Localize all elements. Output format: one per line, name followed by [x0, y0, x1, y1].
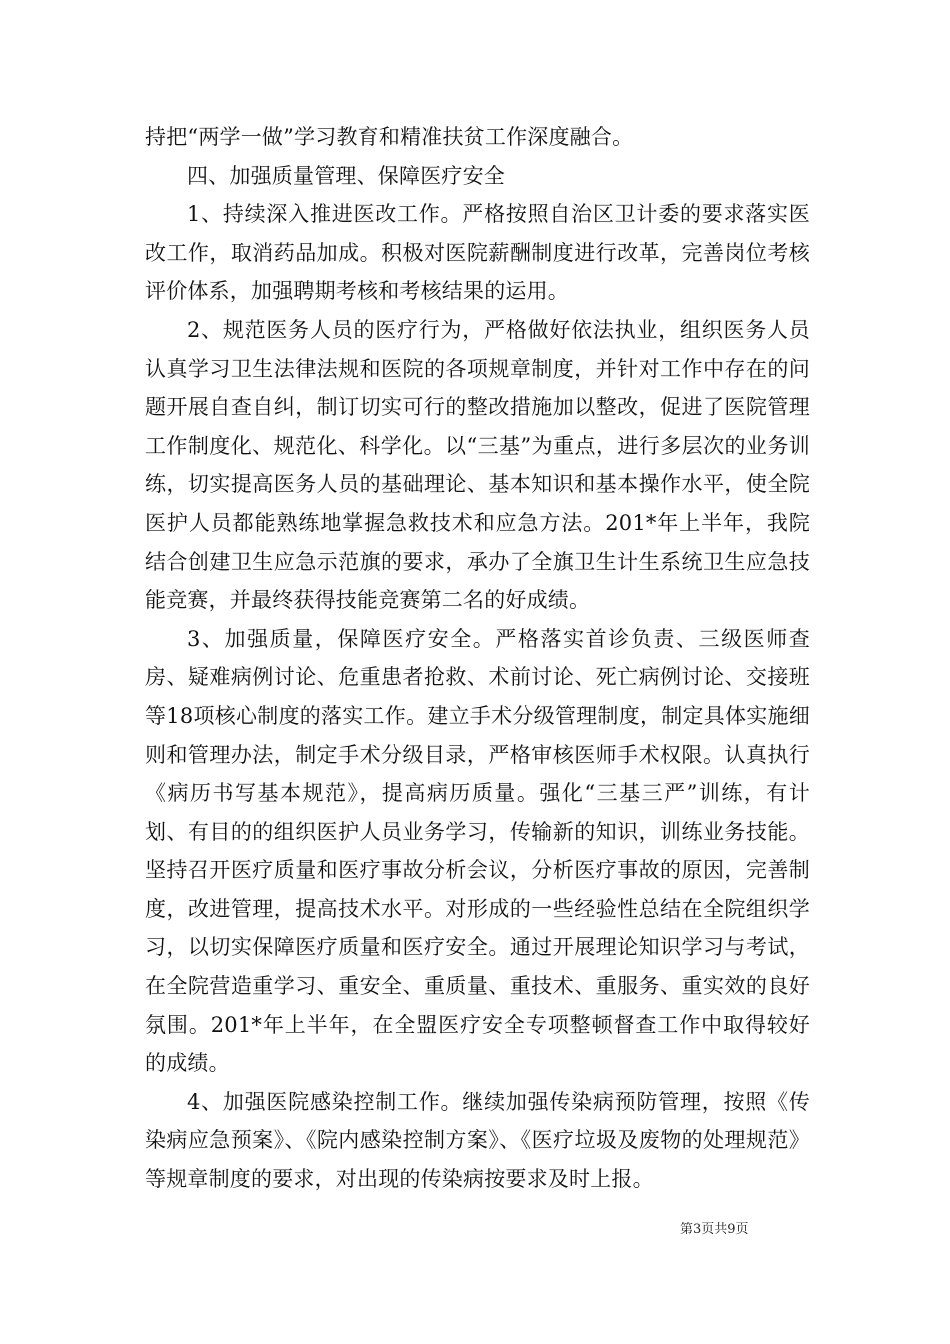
paragraph-item-4: 4、加强医院感染控制工作。继续加强传染病预防管理，按照《传染病应急预案》、《院内感染控制方案》、《医疗垃圾及废物的处理规范》等规章制度的要求，对出现的传染病按要求及时上报。	[145, 1089, 810, 1192]
section-heading: 四、加强质量管理、保障医疗安全	[187, 163, 505, 188]
paragraph-item-3: 3、加强质量，保障医疗安全。严格落实首诊负责、三级医师查房、疑难病例讨论、危重患者抢救、术前讨论、死亡病例讨论、交接班等18项核心制度的落实工作。建立手术分级管理制度，制定具体实施细则和管理办法，制定手术分级目录，严格审核医师手术权限。认真执行《病历书写基本规范》，提高病历质量。强化“三基三严”训练，有计划、有目的的组织医护人员业务学习，传输新的知识，训练业务技能。坚持召开医疗质量和医疗事故分析会议，分析医疗事故的原因，完善制度，改进管理，提高技术水平。对形成的一些经验性总结在全院组织学习，以切实保障医疗质量和医疗安全。通过开展理论知识学习与考试，在全院营造重学习、重安全、重质量、重技术、重服务、重实效的良好氛围。201*年上半年，在全盟医疗安全专项整顿督查工作中取得较好的成绩。	[145, 626, 810, 1076]
paragraph-item-2: 2、规范医务人员的医疗行为，严格做好依法执业，组织医务人员认真学习卫生法律法规和医院的各项规章制度，并针对工作中存在的问题开展自查自纠，制订切实可行的整改措施加以整改，促进了医院管理工作制度化、规范化、科学化。以“三基”为重点，进行多层次的业务训练，切实提高医务人员的基础理论、基本知识和基本操作水平，使全院医护人员都能熟练地掌握急救技术和应急方法。201*年上半年，我院结合创建卫生应急示范旗的要求，承办了全旗卫生计生系统卫生应急技能竞赛，并最终获得技能竞赛第二名的好成绩。	[145, 317, 810, 613]
document-body	[145, 118, 810, 1199]
paragraph-item-1: 1、持续深入推进医改工作。严格按照自治区卫计委的要求落实医改工作，取消药品加成。积极对医院薪酬制度进行改革，完善岗位考核评价体系，加强聘期考核和考核结果的运用。	[145, 202, 810, 304]
page-number-footer: 第3页共9页	[680, 1222, 749, 1237]
paragraph-continuation: 持把“两学一做”学习教育和精准扶贫工作深度融合。	[145, 125, 634, 149]
